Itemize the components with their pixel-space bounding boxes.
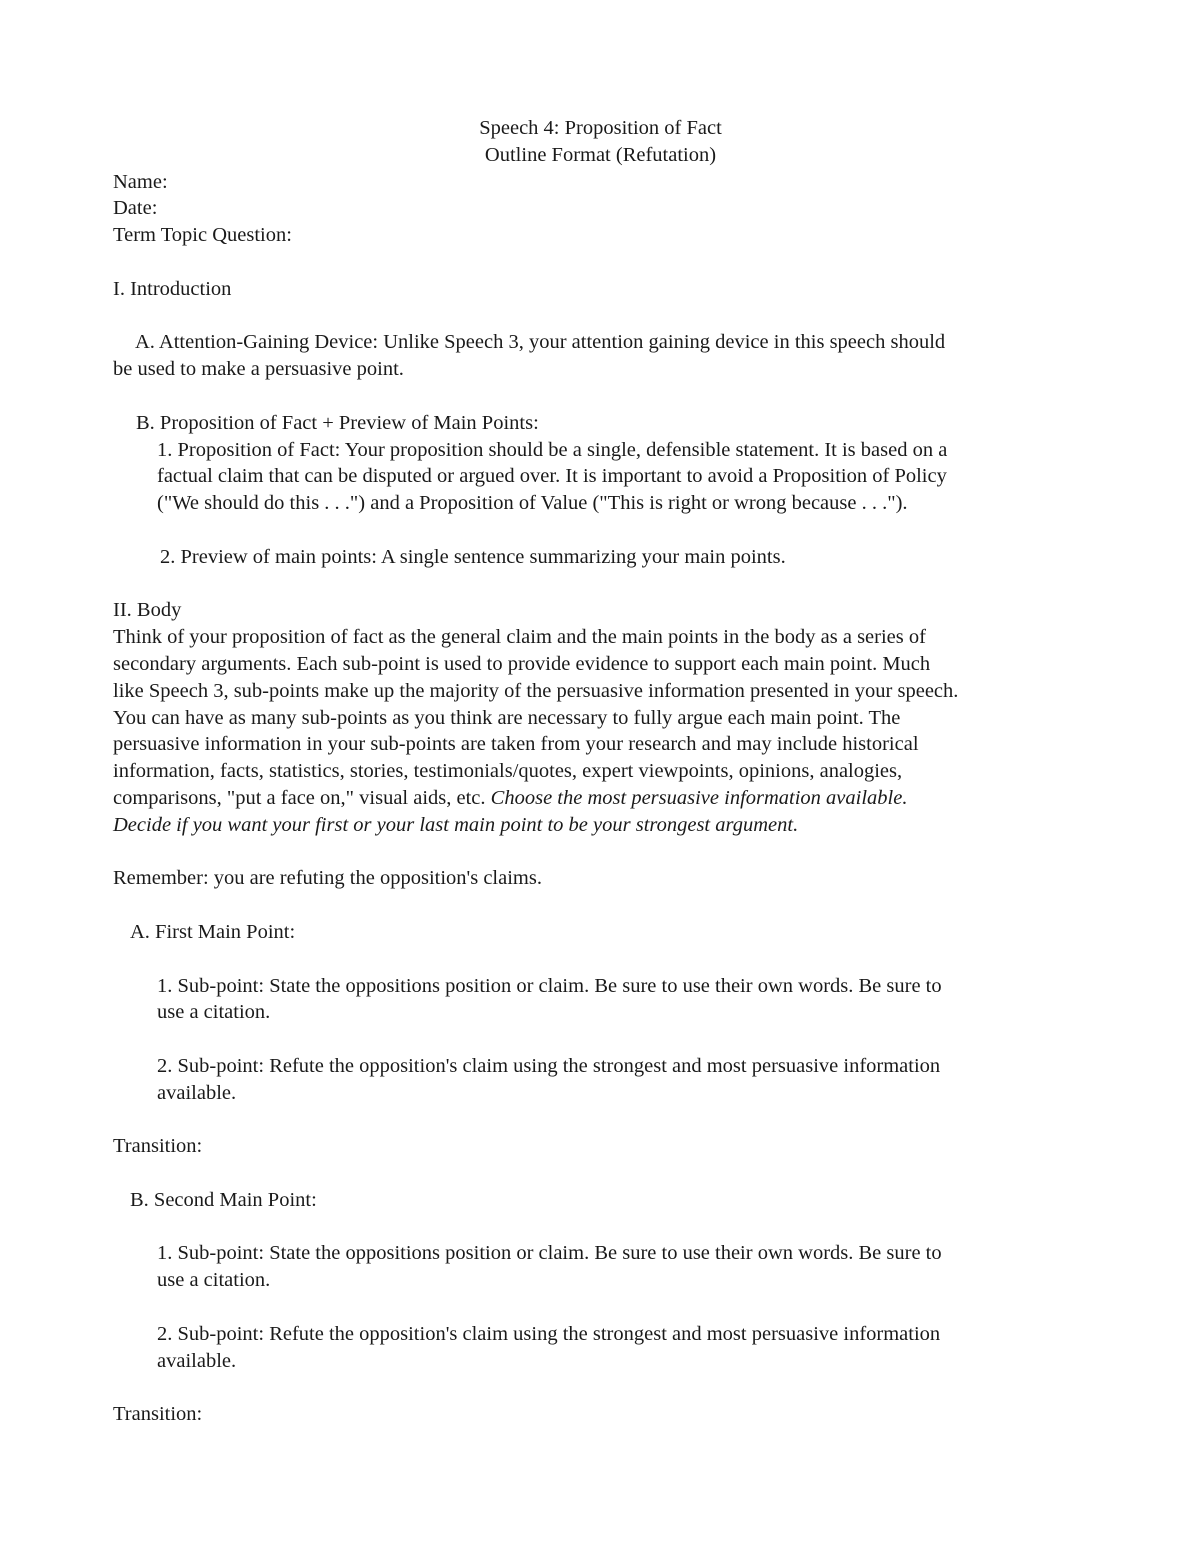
main-point-a-sub2-line1: 2. Sub-point: Refute the opposition's claim using the strongest and most persuasive information (157, 1054, 941, 1077)
main-point-b-sub2-line1: 2. Sub-point: Refute the opposition's claim using the strongest and most persuasive information (157, 1322, 941, 1345)
body-paragraph-line (113, 785, 1093, 812)
body-paragraph-emphasis: Decide if you want your first or your last main point to be your strongest argument. (113, 813, 799, 836)
body-paragraph-line: Think of your proposition of fact as the general claim and the main points in the body as a series of (113, 626, 926, 649)
body-heading: II. Body (113, 599, 182, 622)
attention-device-line2: be used to make a persuasive point. (113, 358, 404, 381)
term-topic-label: Term Topic Question: (113, 224, 292, 247)
main-point-a-sub1-line1: 1. Sub-point: State the oppositions position or claim. Be sure to use their own words. Be sure to (157, 974, 942, 997)
remember-note: Remember: you are refuting the opposition's claims. (113, 867, 542, 890)
name-label: Name: (113, 170, 168, 193)
body-paragraph-line: like Speech 3, sub-points make up the majority of the persuasive information presented in your speech. (113, 679, 959, 702)
document-subtitle: Outline Format (Refutation) (484, 143, 717, 166)
body-paragraph-line: persuasive information in your sub-points are taken from your research and may include historical (113, 733, 919, 756)
attention-device-line1: A. Attention-Gaining Device: Unlike Speech 3, your attention gaining device in this speech should (135, 331, 946, 354)
main-point-a-sub1-line2: use a citation. (157, 1001, 271, 1024)
main-point-b-sub1-line1: 1. Sub-point: State the oppositions position or claim. Be sure to use their own words. Be sure to (157, 1242, 942, 1265)
intro-heading: I. Introduction (113, 277, 232, 300)
proposition-item-line2: factual claim that can be disputed or argued over. It is important to avoid a Proposition of Policy (157, 465, 947, 488)
transition-label: Transition: (113, 1135, 203, 1158)
body-paragraph-plain-text: comparisons, "put a face on," visual aids, etc. (113, 786, 491, 809)
date-label: Date: (113, 197, 158, 220)
document-content (113, 115, 1093, 1428)
main-point-a-sub2-line2: available. (157, 1081, 237, 1104)
body-paragraph-line: You can have as many sub-points as you think are necessary to fully argue each main point. The (113, 706, 901, 729)
preview-item: 2. Preview of main points: A single sentence summarizing your main points. (160, 545, 786, 568)
body-paragraph-line: information, facts, statistics, stories, testimonials/quotes, expert viewpoints, opinions, analogies, (113, 760, 903, 783)
proposition-item-line3: ("We should do this . . .") and a Proposition of Value ("This is right or wrong because . . ."). (157, 492, 908, 515)
main-point-b-sub2-line2: available. (157, 1349, 237, 1372)
body-paragraph-emphasis: Choose the most persuasive information available. (490, 786, 908, 809)
transition-label: Transition: (113, 1403, 203, 1426)
main-point-a-heading: A. First Main Point: (130, 920, 296, 943)
body-paragraph-line: secondary arguments. Each sub-point is used to provide evidence to support each main point. Much (113, 652, 931, 675)
document-title: Speech 4: Proposition of Fact (479, 117, 722, 139)
main-point-b-heading: B. Second Main Point: (130, 1188, 317, 1211)
main-point-b-sub1-line2: use a citation. (157, 1269, 271, 1292)
proposition-heading: B. Proposition of Fact + Preview of Main Points: (136, 411, 539, 434)
proposition-item-line1: 1. Proposition of Fact: Your proposition should be a single, defensible statement. It is based on a (157, 438, 948, 461)
